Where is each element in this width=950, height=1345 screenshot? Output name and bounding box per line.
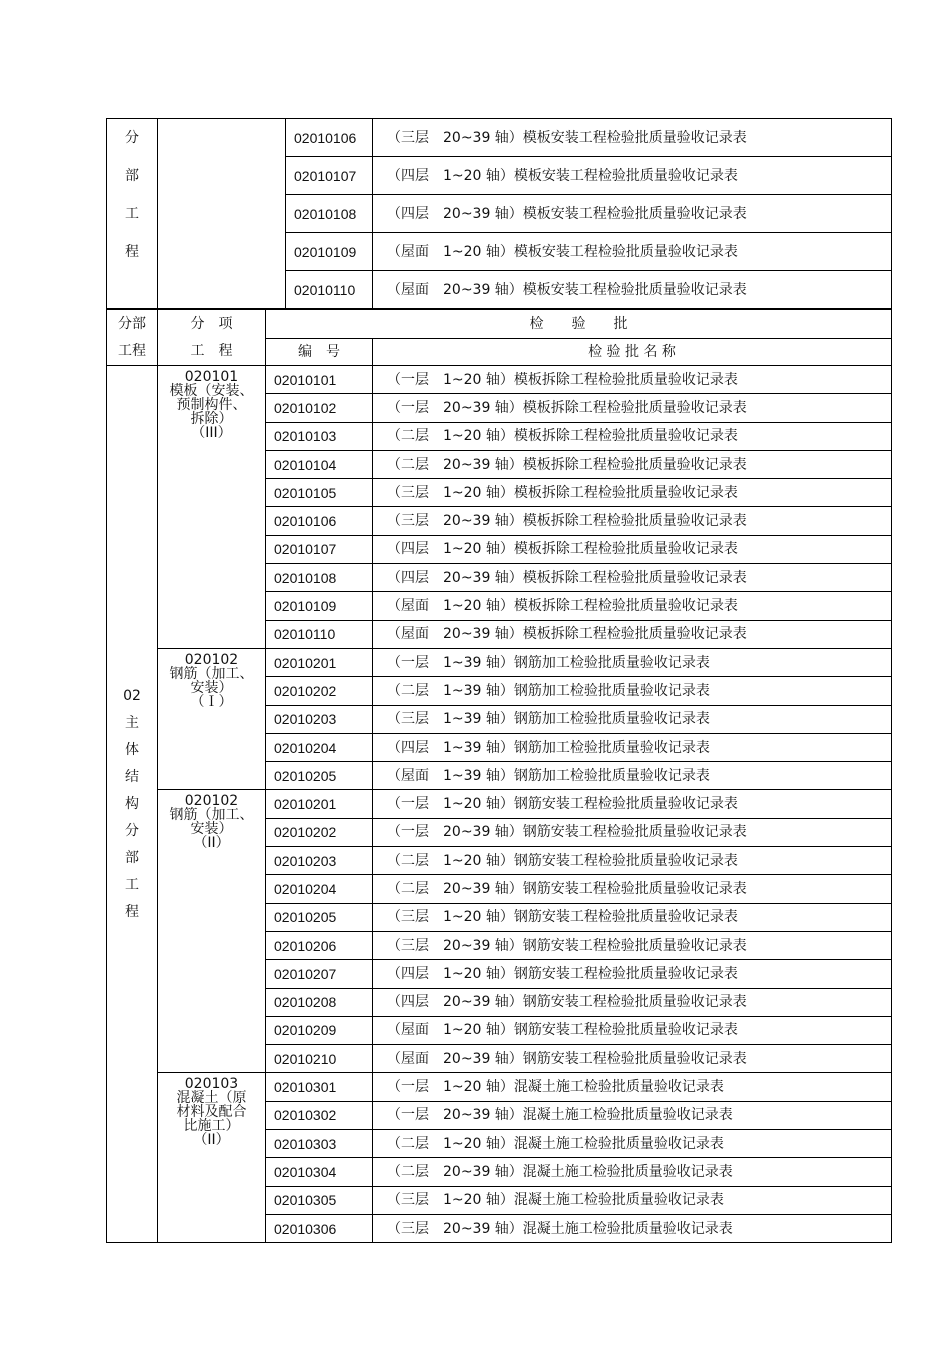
batch-name: （屋面 1~39 轴）钢筋加工检验批质量验收记录表: [373, 762, 892, 790]
header-batch-name: 检 验 批 名 称: [373, 339, 892, 366]
subitem-caption-line: （II）: [193, 835, 230, 852]
batch-code: 02010203: [266, 847, 373, 875]
batch-code: 02010208: [266, 988, 373, 1016]
batch-code: 02010205: [266, 762, 373, 790]
section-char: 程: [125, 903, 139, 920]
batch-name: （四层 1~20 轴）模板安装工程检验批质量验收记录表: [373, 157, 892, 195]
batch-code: 02010304: [266, 1158, 373, 1186]
batch-name: （二层 1~20 轴）钢筋安装工程检验批质量验收记录表: [373, 847, 892, 875]
subitem-caption-line: （Ｉ）: [190, 693, 233, 710]
batch-code: 02010106: [286, 119, 373, 157]
batch-name: （二层 20~39 轴）混凝土施工检验批质量验收记录表: [373, 1158, 892, 1186]
batch-name: （三层 20~39 轴）钢筋安装工程检验批质量验收记录表: [373, 931, 892, 959]
subitem-caption: [158, 1073, 266, 1243]
batch-code: 02010205: [266, 903, 373, 931]
header-subitem-line2: 工 程: [190, 342, 233, 359]
batch-code: 02010204: [266, 733, 373, 761]
section-char: 分: [125, 822, 139, 839]
batch-code: 02010306: [266, 1214, 373, 1242]
batch-code: 02010105: [266, 479, 373, 507]
batch-code: 02010108: [266, 564, 373, 592]
batch-name: （一层 20~39 轴）钢筋安装工程检验批质量验收记录表: [373, 818, 892, 846]
batch-code: 02010109: [286, 233, 373, 271]
header-subitem: [158, 310, 266, 366]
batch-name: （四层 1~20 轴）钢筋安装工程检验批质量验收记录表: [373, 960, 892, 988]
section-label: [107, 366, 158, 1243]
batch-name: （二层 20~39 轴）模板拆除工程检验批质量验收记录表: [373, 450, 892, 478]
subitem-caption: [158, 366, 266, 649]
subitem-caption-line: 钢筋（加工、: [169, 807, 254, 824]
subitem-caption-line: 安装）: [190, 679, 233, 696]
batch-name: （二层 1~39 轴）钢筋加工检验批质量验收记录表: [373, 677, 892, 705]
batch-code: 02010110: [286, 271, 373, 309]
batch-code: 02010201: [266, 790, 373, 818]
batch-code: 02010107: [286, 157, 373, 195]
inspection-table: [106, 309, 892, 1243]
section-char: 结: [125, 768, 139, 785]
section-char: 02: [123, 687, 141, 704]
batch-code: 02010305: [266, 1186, 373, 1214]
header-code: 编 号: [266, 339, 373, 366]
batch-name: （三层 1~20 轴）混凝土施工检验批质量验收记录表: [373, 1186, 892, 1214]
batch-code: 02010302: [266, 1101, 373, 1129]
section-char: 工: [125, 206, 139, 222]
section-char: 主: [125, 714, 139, 731]
table-row: [107, 119, 892, 157]
subitem-caption-line: （II）: [193, 1132, 230, 1149]
batch-code: 02010202: [266, 677, 373, 705]
batch-code: 02010203: [266, 705, 373, 733]
header-division-line2: 工程: [118, 342, 146, 359]
batch-name: （一层 20~39 轴）模板拆除工程检验批质量验收记录表: [373, 394, 892, 422]
batch-code: 02010301: [266, 1073, 373, 1101]
section-char: 分: [125, 130, 139, 146]
batch-name: （三层 1~39 轴）钢筋加工检验批质量验收记录表: [373, 705, 892, 733]
subitem-caption-line: 预制构件、: [176, 397, 247, 413]
batch-code: 02010206: [266, 931, 373, 959]
section-char: 构: [125, 795, 139, 812]
batch-code: 02010110: [266, 620, 373, 648]
header-subitem-line1: 分 项: [190, 315, 233, 332]
batch-name: （屋面 1~20 轴）模板拆除工程检验批质量验收记录表: [373, 592, 892, 620]
batch-name: （屋面 1~20 轴）模板安装工程检验批质量验收记录表: [373, 233, 892, 271]
subitem-caption-line: 材料及配合: [176, 1104, 247, 1121]
batch-name: （三层 20~39 轴）混凝土施工检验批质量验收记录表: [373, 1214, 892, 1242]
batch-code: 02010103: [266, 422, 373, 450]
batch-code: 02010109: [266, 592, 373, 620]
batch-name: （四层 1~39 轴）钢筋加工检验批质量验收记录表: [373, 733, 892, 761]
batch-code: 02010101: [266, 366, 373, 394]
batch-code: 02010106: [266, 507, 373, 535]
batch-code: 02010201: [266, 648, 373, 676]
batch-name: （三层 20~39 轴）模板拆除工程检验批质量验收记录表: [373, 507, 892, 535]
table-row: [107, 790, 892, 818]
batch-code: 02010107: [266, 535, 373, 563]
batch-name: （四层 20~39 轴）钢筋安装工程检验批质量验收记录表: [373, 988, 892, 1016]
subitem-caption-line: 020102: [184, 793, 239, 810]
batch-name: （三层 20~39 轴）模板安装工程检验批质量验收记录表: [373, 119, 892, 157]
batch-code: 02010204: [266, 875, 373, 903]
batch-code: 02010202: [266, 818, 373, 846]
subitem-caption-line: 比施工）: [183, 1118, 240, 1135]
batch-code: 02010207: [266, 960, 373, 988]
subitem-caption: [158, 790, 266, 1073]
batch-name: （二层 20~39 轴）钢筋安装工程检验批质量验收记录表: [373, 875, 892, 903]
batch-name: （三层 1~20 轴）模板拆除工程检验批质量验收记录表: [373, 479, 892, 507]
batch-name: （一层 1~20 轴）混凝土施工检验批质量验收记录表: [373, 1073, 892, 1101]
batch-code: 02010108: [286, 195, 373, 233]
section-char: 体: [125, 741, 139, 758]
continuation-table: [106, 118, 892, 309]
subitem-caption-line: 020103: [184, 1076, 239, 1093]
batch-name: （一层 1~39 轴）钢筋加工检验批质量验收记录表: [373, 648, 892, 676]
subitem-caption-line: 混凝土（原: [176, 1090, 247, 1107]
section-char: 部: [125, 168, 139, 184]
section-char: 部: [125, 849, 139, 866]
section-char: 程: [125, 244, 139, 260]
table-row: [107, 1073, 892, 1101]
batch-name: （屋面 1~20 轴）钢筋安装工程检验批质量验收记录表: [373, 1016, 892, 1044]
batch-code: 02010303: [266, 1130, 373, 1158]
header-inspection-batch: 检 验 批: [266, 310, 892, 339]
subitem-caption-line: 020102: [184, 651, 239, 668]
batch-name: （屋面 20~39 轴）钢筋安装工程检验批质量验收记录表: [373, 1045, 892, 1073]
section-char: 工: [125, 876, 139, 893]
section-label: [107, 119, 158, 309]
table-row: [107, 366, 892, 394]
batch-name: （二层 1~20 轴）混凝土施工检验批质量验收记录表: [373, 1130, 892, 1158]
batch-name: （四层 1~20 轴）模板拆除工程检验批质量验收记录表: [373, 535, 892, 563]
batch-code: 02010102: [266, 394, 373, 422]
subitem-caption-line: 安装）: [190, 821, 233, 838]
subitem-caption-line: 钢筋（加工、: [169, 665, 254, 682]
subitem-caption-line: 模板（安装、: [169, 383, 254, 399]
subitem-caption-line: 020101: [184, 369, 239, 385]
batch-name: （一层 20~39 轴）混凝土施工检验批质量验收记录表: [373, 1101, 892, 1129]
batch-name: （四层 20~39 轴）模板拆除工程检验批质量验收记录表: [373, 564, 892, 592]
batch-code: 02010209: [266, 1016, 373, 1044]
subitem-caption-line: 拆除）: [190, 411, 233, 427]
header-division: [107, 310, 158, 366]
batch-name: （三层 1~20 轴）钢筋安装工程检验批质量验收记录表: [373, 903, 892, 931]
subitem-caption-line: （III）: [191, 425, 232, 441]
batch-name: （屋面 20~39 轴）模板安装工程检验批质量验收记录表: [373, 271, 892, 309]
batch-code: 02010104: [266, 450, 373, 478]
batch-name: （二层 1~20 轴）模板拆除工程检验批质量验收记录表: [373, 422, 892, 450]
table-row: [107, 648, 892, 676]
batch-name: （四层 20~39 轴）模板安装工程检验批质量验收记录表: [373, 195, 892, 233]
subitem-caption: [158, 648, 266, 789]
subitem-blank: [158, 119, 286, 309]
batch-name: （一层 1~20 轴）模板拆除工程检验批质量验收记录表: [373, 366, 892, 394]
batch-code: 02010210: [266, 1045, 373, 1073]
batch-name: （屋面 20~39 轴）模板拆除工程检验批质量验收记录表: [373, 620, 892, 648]
batch-name: （一层 1~20 轴）钢筋安装工程检验批质量验收记录表: [373, 790, 892, 818]
header-division-line1: 分部: [118, 315, 146, 332]
